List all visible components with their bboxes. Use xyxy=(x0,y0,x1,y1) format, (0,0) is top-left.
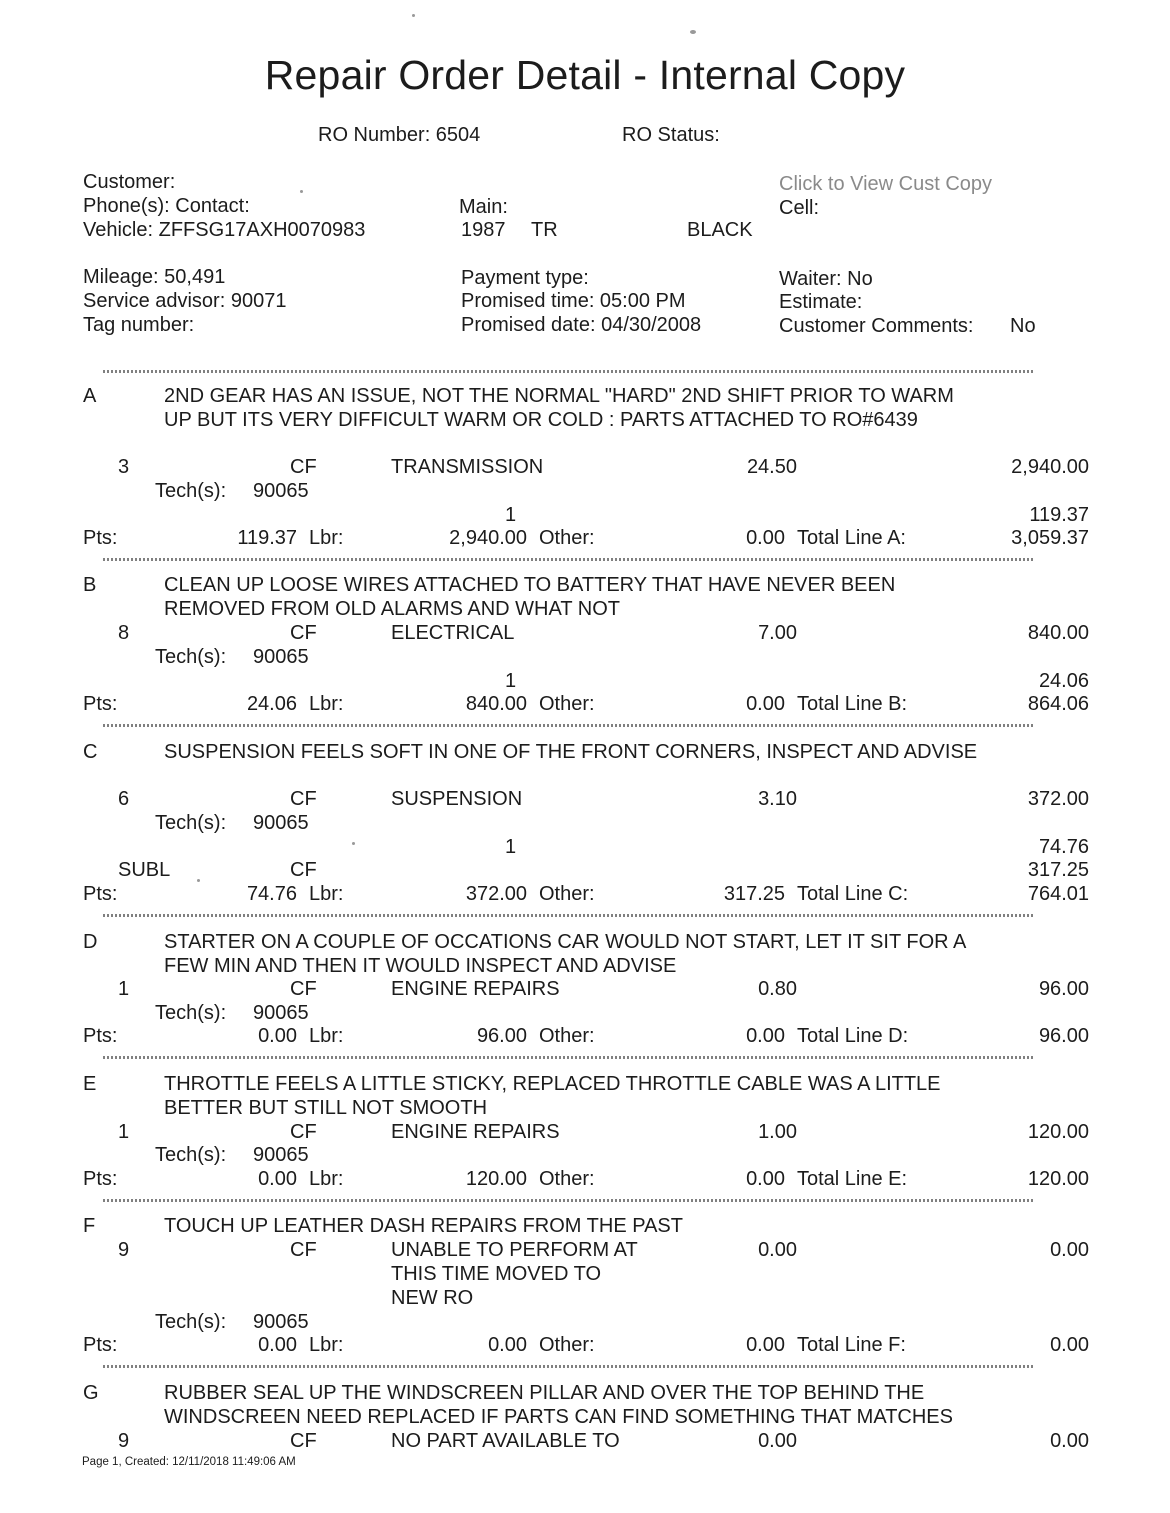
divider xyxy=(103,914,1033,917)
line-a-letter: A xyxy=(83,385,97,407)
line-a-part-qty: 1 xyxy=(505,504,517,526)
line-a-other: 0.00 xyxy=(746,527,785,549)
line-d-tech: 90065 xyxy=(253,1002,309,1024)
line-f-hours: 0.00 xyxy=(758,1239,797,1261)
line-a-pts: 119.37 xyxy=(237,527,297,549)
line-e-total: 120.00 xyxy=(1027,1168,1089,1190)
line-b-op-code: CF xyxy=(290,622,317,644)
line-c-amount: 372.00 xyxy=(1027,788,1089,810)
line-a-tech-label: Tech(s): xyxy=(155,480,227,502)
line-g-amount: 0.00 xyxy=(1050,1430,1089,1452)
divider xyxy=(103,1056,1033,1059)
line-f-total-label: Total Line F: xyxy=(797,1334,906,1356)
line-a-total-label: Total Line A: xyxy=(797,527,906,549)
line-f-description: TOUCH UP LEATHER DASH REPAIRS FROM THE PAST xyxy=(164,1215,683,1237)
line-a-pts-label: Pts: xyxy=(83,527,118,549)
line-d-pts-label: Pts: xyxy=(83,1025,118,1047)
vehicle-model: TR xyxy=(531,219,558,241)
page-footer: Page 1, Created: 12/11/2018 11:49:06 AM xyxy=(82,1456,296,1468)
customer-comments-value: No xyxy=(1010,315,1036,337)
line-e-pts-label: Pts: xyxy=(83,1168,118,1190)
line-b-tech: 90065 xyxy=(253,646,309,668)
line-e-hours: 1.00 xyxy=(758,1121,797,1143)
divider xyxy=(103,1199,1033,1202)
divider xyxy=(103,1365,1033,1368)
line-b-lbr-label: Lbr: xyxy=(309,693,344,715)
line-e-amount: 120.00 xyxy=(1027,1121,1089,1143)
line-b-op-qty: 8 xyxy=(118,622,130,644)
line-d-total-label: Total Line D: xyxy=(797,1025,909,1047)
line-c-total: 764.01 xyxy=(1027,883,1089,905)
line-d-hours: 0.80 xyxy=(758,978,797,1000)
line-c-part-amount: 74.76 xyxy=(1038,836,1089,858)
line-d-description: STARTER ON A COUPLE OF OCCATIONS CAR WOULD NOT START, LET IT SIT FOR A FEW MIN AND THEN IT WOULD INSPECT AND ADVISE xyxy=(164,931,966,977)
line-c-pts-label: Pts: xyxy=(83,883,118,905)
line-c-op-code: CF xyxy=(290,788,317,810)
line-f-tech: 90065 xyxy=(253,1311,309,1333)
line-e-op-code: CF xyxy=(290,1121,317,1143)
line-d-op-desc: ENGINE REPAIRS xyxy=(391,978,560,1000)
line-d-tech-label: Tech(s): xyxy=(155,1002,227,1024)
line-d-letter: D xyxy=(83,931,98,953)
line-b-amount: 840.00 xyxy=(1027,622,1089,644)
line-f-pts: 0.00 xyxy=(258,1334,297,1356)
line-b-hours: 7.00 xyxy=(758,622,797,644)
divider xyxy=(103,370,1033,373)
vehicle-year: 1987 xyxy=(461,219,506,241)
line-b-part-qty: 1 xyxy=(505,670,517,692)
line-b-op-desc: ELECTRICAL xyxy=(391,622,515,644)
line-b-other: 0.00 xyxy=(746,693,785,715)
line-d-lbr-label: Lbr: xyxy=(309,1025,344,1047)
line-g-op-qty: 9 xyxy=(118,1430,130,1452)
scan-speck xyxy=(352,842,355,845)
line-c-tech: 90065 xyxy=(253,812,309,834)
line-e-other-label: Other: xyxy=(539,1168,595,1190)
line-a-op-desc: TRANSMISSION xyxy=(391,456,544,478)
line-b-total: 864.06 xyxy=(1027,693,1089,715)
line-c-subl-label: SUBL xyxy=(118,859,171,881)
payment-type: Payment type: xyxy=(461,267,589,289)
line-a-amount: 2,940.00 xyxy=(1011,456,1089,478)
line-e-lbr-label: Lbr: xyxy=(309,1168,344,1190)
line-e-op-qty: 1 xyxy=(118,1121,130,1143)
line-f-amount: 0.00 xyxy=(1050,1239,1089,1261)
line-c-other-label: Other: xyxy=(539,883,595,905)
divider xyxy=(103,724,1033,727)
line-b-pts: 24.06 xyxy=(246,693,297,715)
line-c-pts: 74.76 xyxy=(246,883,297,905)
line-d-op-code: CF xyxy=(290,978,317,1000)
scan-speck xyxy=(412,14,415,17)
line-b-tech-label: Tech(s): xyxy=(155,646,227,668)
line-a-part-amount: 119.37 xyxy=(1029,504,1089,526)
line-b-other-label: Other: xyxy=(539,693,595,715)
line-b-total-label: Total Line B: xyxy=(797,693,908,715)
line-d-other-label: Other: xyxy=(539,1025,595,1047)
promised-time: Promised time: 05:00 PM xyxy=(461,290,686,312)
line-g-letter: G xyxy=(83,1382,99,1404)
line-f-total: 0.00 xyxy=(1050,1334,1089,1356)
line-c-lbr: 372.00 xyxy=(465,883,527,905)
line-e-other: 0.00 xyxy=(746,1168,785,1190)
estimate: Estimate: xyxy=(779,291,863,313)
line-d-pts: 0.00 xyxy=(258,1025,297,1047)
line-d-other: 0.00 xyxy=(746,1025,785,1047)
promised-date: Promised date: 04/30/2008 xyxy=(461,314,702,336)
line-a-description: 2ND GEAR HAS AN ISSUE, NOT THE NORMAL "HARD" 2ND SHIFT PRIOR TO WARM UP BUT ITS VERY DIFFICULT WARM OR COLD : PARTS ATTACHED TO RO#6439 xyxy=(164,385,954,431)
line-e-letter: E xyxy=(83,1073,97,1095)
line-f-letter: F xyxy=(83,1215,96,1237)
line-g-description-1: RUBBER SEAL UP THE WINDSCREEN PILLAR AND OVER THE TOP BEHIND THE xyxy=(164,1382,925,1404)
line-a-lbr: 2,940.00 xyxy=(449,527,527,549)
line-f-tech-label: Tech(s): xyxy=(155,1311,227,1333)
line-e-op-desc: ENGINE REPAIRS xyxy=(391,1121,560,1143)
line-a-other-label: Other: xyxy=(539,527,595,549)
line-b-pts-label: Pts: xyxy=(83,693,118,715)
line-f-op-code: CF xyxy=(290,1239,317,1261)
line-f-op-desc-2: THIS TIME MOVED TO xyxy=(391,1263,602,1285)
line-e-description: THROTTLE FEELS A LITTLE STICKY, REPLACED THROTTLE CABLE WAS A LITTLE BETTER BUT STILL NOT SMOOTH xyxy=(164,1073,941,1119)
line-a-total: 3,059.37 xyxy=(1011,527,1089,549)
line-f-other: 0.00 xyxy=(746,1334,785,1356)
waiter: Waiter: No xyxy=(779,268,873,290)
line-e-tech: 90065 xyxy=(253,1144,309,1166)
divider xyxy=(103,558,1033,561)
line-b-part-amount: 24.06 xyxy=(1038,670,1089,692)
line-c-op-qty: 6 xyxy=(118,788,130,810)
line-g-hours: 0.00 xyxy=(758,1430,797,1452)
line-g-description-2: WINDSCREEN NEED REPLACED IF PARTS CAN FIND SOMETHING THAT MATCHES xyxy=(164,1406,953,1428)
line-b-letter: B xyxy=(83,574,97,596)
line-c-tech-label: Tech(s): xyxy=(155,812,227,834)
line-e-tech-label: Tech(s): xyxy=(155,1144,227,1166)
line-c-total-label: Total Line C: xyxy=(797,883,909,905)
line-b-description: CLEAN UP LOOSE WIRES ATTACHED TO BATTERY THAT HAVE NEVER BEEN REMOVED FROM OLD ALARMS AND WHAT NOT xyxy=(164,574,896,620)
service-advisor: Service advisor: 90071 xyxy=(83,290,287,312)
line-a-lbr-label: Lbr: xyxy=(309,527,344,549)
vehicle-color: BLACK xyxy=(687,219,753,241)
scan-speck xyxy=(690,30,696,34)
line-d-op-qty: 1 xyxy=(118,978,130,1000)
view-cust-copy-link[interactable]: Click to View Cust Copy xyxy=(779,173,993,195)
tag-number: Tag number: xyxy=(83,314,195,336)
ro-status: RO Status: xyxy=(622,124,720,146)
line-f-other-label: Other: xyxy=(539,1334,595,1356)
line-a-tech: 90065 xyxy=(253,480,309,502)
line-a-hours: 24.50 xyxy=(746,456,797,478)
line-d-lbr: 96.00 xyxy=(476,1025,527,1047)
line-e-lbr: 120.00 xyxy=(465,1168,527,1190)
page-title: Repair Order Detail - Internal Copy xyxy=(264,52,906,98)
line-d-total: 96.00 xyxy=(1038,1025,1089,1047)
customer-label: Customer: xyxy=(83,171,176,193)
line-e-total-label: Total Line E: xyxy=(797,1168,908,1190)
line-f-pts-label: Pts: xyxy=(83,1334,118,1356)
line-f-op-qty: 9 xyxy=(118,1239,130,1261)
line-b-lbr: 840.00 xyxy=(465,693,527,715)
vehicle-vin: Vehicle: ZFFSG17AXH0070983 xyxy=(83,219,366,241)
line-c-hours: 3.10 xyxy=(758,788,797,810)
cell-label: Cell: xyxy=(779,197,820,219)
line-f-op-desc-3: NEW RO xyxy=(391,1287,474,1309)
line-c-letter: C xyxy=(83,741,98,763)
mileage: Mileage: 50,491 xyxy=(83,266,226,288)
line-a-op-qty: 3 xyxy=(118,456,130,478)
main-phone-label: Main: xyxy=(459,196,508,218)
line-g-op-desc: NO PART AVAILABLE TO xyxy=(391,1430,620,1452)
ro-number: RO Number: 6504 xyxy=(318,124,481,146)
line-d-amount: 96.00 xyxy=(1038,978,1089,1000)
line-c-subl-code: CF xyxy=(290,859,317,881)
line-c-other: 317.25 xyxy=(723,883,785,905)
line-c-part-qty: 1 xyxy=(505,836,517,858)
line-c-lbr-label: Lbr: xyxy=(309,883,344,905)
line-c-description: SUSPENSION FEELS SOFT IN ONE OF THE FRONT CORNERS, INSPECT AND ADVISE xyxy=(164,741,978,763)
line-f-op-desc-1: UNABLE TO PERFORM AT xyxy=(391,1239,638,1261)
scan-speck xyxy=(300,190,303,193)
line-c-subl-amount: 317.25 xyxy=(1027,859,1089,881)
line-a-op-code: CF xyxy=(290,456,317,478)
customer-comments-label: Customer Comments: xyxy=(779,315,974,337)
line-g-op-code: CF xyxy=(290,1430,317,1452)
line-f-lbr-label: Lbr: xyxy=(309,1334,344,1356)
phone-label: Phone(s): Contact: xyxy=(83,195,250,217)
line-c-op-desc: SUSPENSION xyxy=(391,788,523,810)
line-f-lbr: 0.00 xyxy=(488,1334,527,1356)
line-e-pts: 0.00 xyxy=(258,1168,297,1190)
